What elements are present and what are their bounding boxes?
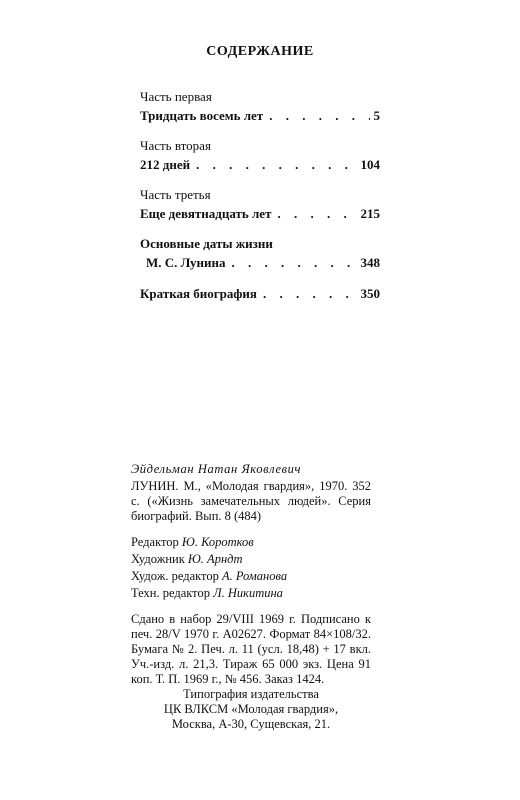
- toc-bio: [140, 284, 380, 303]
- bibliographic-description: ЛУНИН. М., «Молодая гвардия», 1970. 352 с. («Жизнь замечательных людей». Серия биографий. Вып. 8 (484): [131, 479, 371, 523]
- toc-page-number: 350: [360, 286, 380, 301]
- credit-role: Техн. редактор: [131, 586, 210, 600]
- toc-entry: [140, 106, 380, 125]
- toc-entry: [140, 155, 380, 174]
- toc-entry: [140, 253, 380, 272]
- dot-leader: [226, 253, 357, 272]
- credit-artist: [131, 551, 371, 568]
- toc-entry-title: Еще девятнадцать лет: [140, 206, 272, 221]
- print-details: Сдано в набор 29/VIII 1969 г. Подписано к печ. 28/V 1970 г. А02627. Формат 84×108/32. Бумага № 2. Печ. л. 11 (усл. 18,48) + 17 вкл. Уч.-изд. л. 21,3. Тираж 65 000 экз. Цена 91 коп. Т. П. 1969 г., № 456. Заказ 1424.: [131, 612, 371, 686]
- credits: [131, 534, 371, 602]
- table-of-contents: [140, 88, 380, 315]
- toc-entry-title: 212 дней: [140, 157, 191, 172]
- credit-name: Ю. Арндт: [187, 552, 243, 566]
- credit-art-editor: [131, 568, 371, 585]
- credit-name: Л. Никитина: [213, 586, 283, 600]
- credit-name: Ю. Коротков: [181, 535, 254, 549]
- toc-part-3: [140, 186, 380, 223]
- printer-line-2: ЦК ВЛКСМ «Молодая гвардия»,: [163, 702, 339, 716]
- toc-part-2: [140, 137, 380, 174]
- toc-entry-title: Тридцать восемь лет: [140, 108, 264, 123]
- author-name: Эйдельман Натан Яковлевич: [131, 462, 302, 476]
- toc-entry-title: Краткая биография: [140, 286, 257, 301]
- toc-page-number: 215: [360, 206, 380, 221]
- printer-line-1: Типография издательства: [183, 687, 319, 701]
- toc-page-number: 5: [373, 108, 380, 123]
- printer-line-3: Москва, А-30, Сущевская, 21.: [171, 717, 331, 731]
- toc-entry: [140, 204, 380, 223]
- toc-entry: [140, 284, 380, 303]
- credit-name: А. Романова: [221, 569, 288, 583]
- dot-leader: [257, 284, 357, 303]
- toc-part-label: Часть третья: [140, 187, 211, 202]
- toc-dates: [140, 235, 380, 272]
- toc-page-number: 104: [360, 157, 380, 172]
- dot-leader: [190, 155, 356, 174]
- dot-leader: [263, 106, 369, 125]
- toc-part-1: [140, 88, 380, 125]
- credit-tech-editor: [131, 585, 371, 602]
- credit-role: Художник: [131, 552, 185, 566]
- page-title: СОДЕРЖАНИЕ: [206, 44, 314, 59]
- toc-part-label: Часть вторая: [140, 138, 211, 153]
- toc-entry-title: Основные даты жизни: [140, 236, 273, 251]
- toc-part-label: Часть первая: [140, 89, 212, 104]
- credit-editor: [131, 534, 371, 551]
- credit-role: Худож. редактор: [131, 569, 219, 583]
- dot-leader: [271, 204, 356, 223]
- toc-page-number: 348: [360, 255, 380, 270]
- credit-role: Редактор: [131, 535, 179, 549]
- colophon: [131, 462, 371, 732]
- toc-entry-title-continued: М. С. Лунина: [146, 255, 226, 270]
